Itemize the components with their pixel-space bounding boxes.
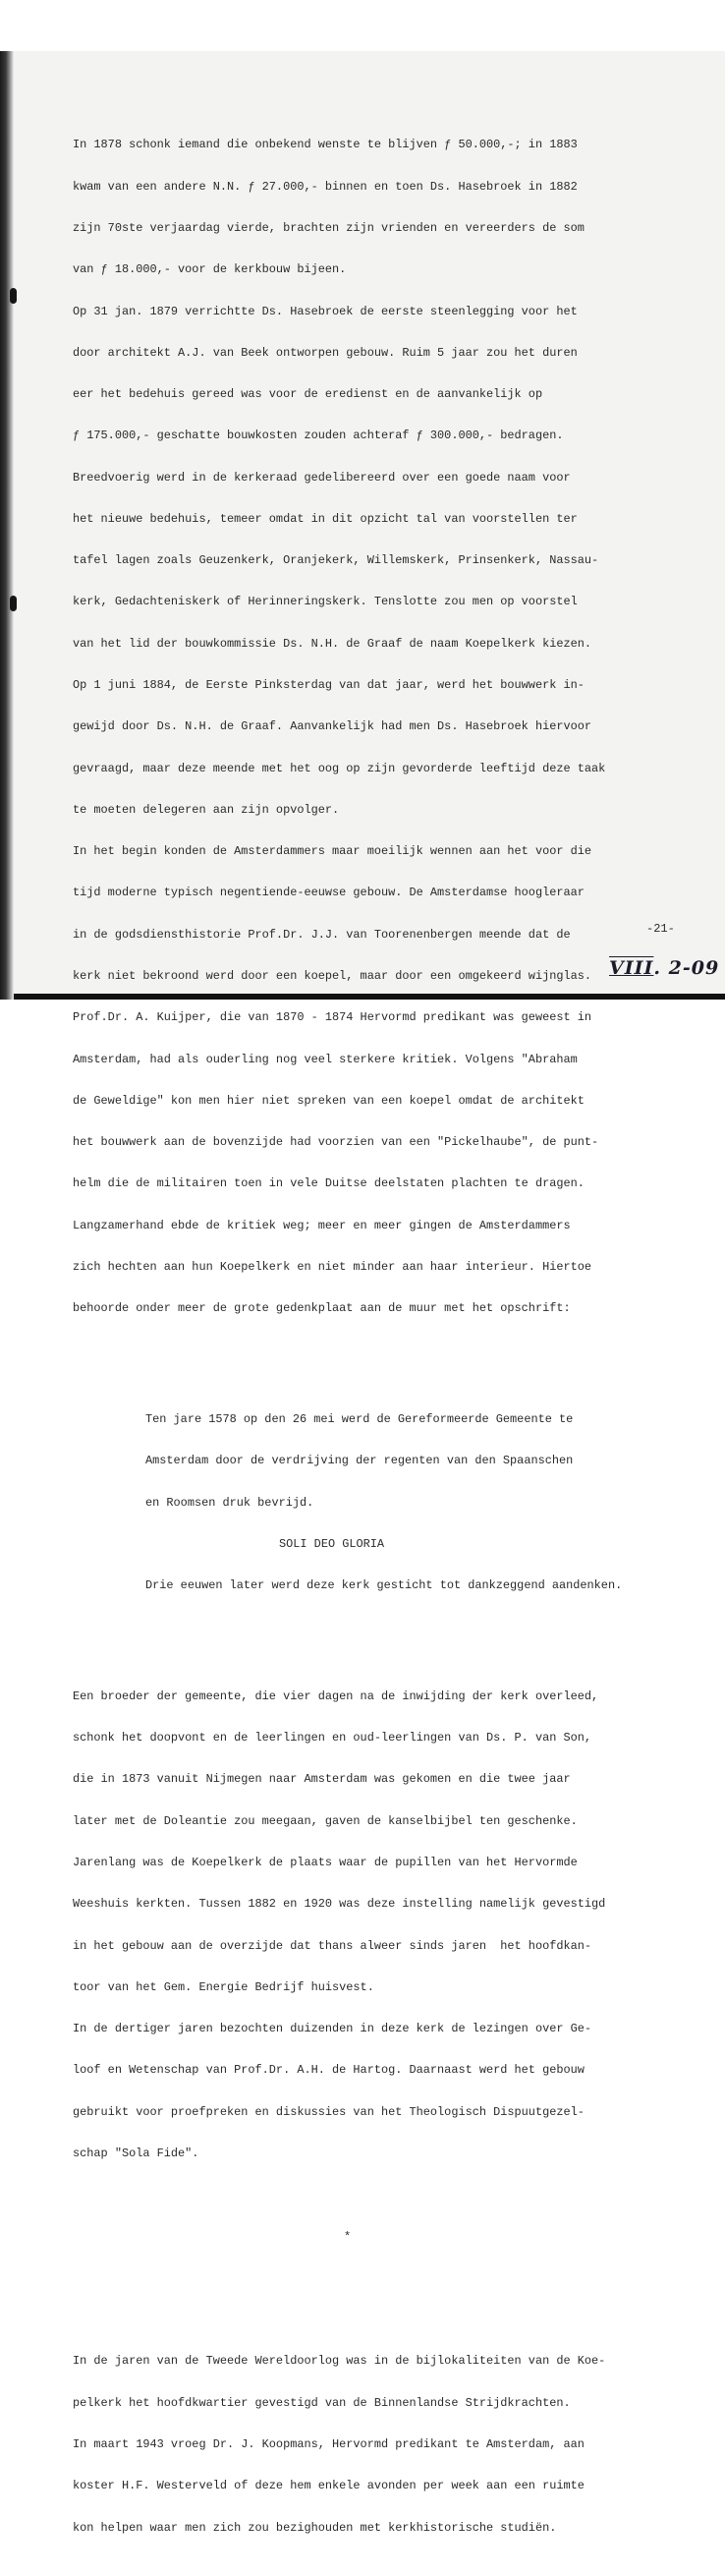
- text-line: gebruikt voor proefpreken en diskussies van het Theologisch Dispuutgezel-: [73, 2104, 585, 2119]
- text-line: In 1878 schonk iemand die onbekend wenste te blijven ƒ 50.000,-; in 1883: [73, 138, 578, 152]
- text-line: pelkerk het hoofdkwartier gevestigd van de Binnenlandse Strijdkrachten.: [73, 2395, 571, 2410]
- text-line: tafel lagen zoals Geuzenkerk, Oranjekerk, Willemskerk, Prinsenkerk, Nassau-: [73, 553, 599, 568]
- quote-line: Ten jare 1578 op den 26 mei werd de Gereformeerde Gemeente te: [145, 1412, 574, 1426]
- document-text: [73, 83, 701, 2576]
- punch-hole: [10, 288, 17, 304]
- text-line: van ƒ 18.000,- voor de kerkbouw bijeen.: [73, 262, 347, 277]
- text-line: later met de Doleantie zou meegaan, gaven de kanselbijbel ten geschenke.: [73, 1813, 578, 1828]
- text-line: behoorde onder meer de grote gedenkplaat aan de muur met het opschrift:: [73, 1301, 571, 1316]
- text-line: zich hechten aan hun Koepelkerk en niet minder aan haar interieur. Hiertoe: [73, 1259, 592, 1274]
- text-line: kerk niet bekroond werd door een koepel, maar door een omgekeerd wijnglas.: [73, 969, 592, 983]
- section-separator: *: [344, 2229, 352, 2244]
- text-line: ƒ 175.000,- geschatte bouwkosten zouden achteraf ƒ 300.000,- bedragen.: [73, 429, 564, 443]
- text-line: Langzamerhand ebde de kritiek weg; meer en meer gingen de Amsterdammers: [73, 1218, 571, 1232]
- text-line: Amsterdam, had als ouderling nog veel sterkere kritiek. Volgens "Abraham: [73, 1052, 578, 1066]
- text-line: in het gebouw aan de overzijde dat thans alweer sinds jaren het hoofdkan-: [73, 1938, 592, 1953]
- text-line: toor van het Gem. Energie Bedrijf huisvest.: [73, 1979, 374, 1994]
- text-line: schap "Sola Fide".: [73, 2146, 199, 2160]
- text-line: die in 1873 vanuit Nijmegen naar Amsterdam was gekomen en die twee jaar: [73, 1772, 571, 1787]
- text-line: tijd moderne typisch negentiende-eeuwse gebouw. De Amsterdamse hoogleraar: [73, 886, 585, 900]
- paragraph-block-3: [73, 2326, 701, 2562]
- text-line: de Geweldige" kon men hier niet spreken van een koepel omdat de architekt: [73, 1093, 585, 1108]
- punch-hole: [10, 596, 17, 611]
- paragraph-block-2: [73, 1662, 701, 2189]
- text-line: koster H.F. Westerveld of deze hem enkele avonden per week aan een ruimte: [73, 2479, 585, 2493]
- text-line: kwam van een andere N.N. ƒ 27.000,- binnen en toen Ds. Hasebroek in 1882: [73, 179, 578, 194]
- quote-motto: SOLI DEO GLORIA: [279, 1536, 385, 1551]
- text-line: kerk, Gedachteniskerk of Herinneringskerk. Tenslotte zou men op voorstel: [73, 595, 578, 609]
- text-line: het bouwwerk aan de bovenzijde had voorzien van een "Pickelhaube", de punt-: [73, 1135, 599, 1150]
- text-line: Op 1 juni 1884, de Eerste Pinksterdag van dat jaar, werd het bouwwerk in-: [73, 678, 585, 693]
- inscription-quote: [73, 1385, 701, 1621]
- text-line: kon helpen waar men zich zou bezighouden met kerkhistorische studiën.: [73, 2520, 557, 2535]
- text-line: Prof.Dr. A. Kuijper, die van 1870 - 1874 Hervormd predikant was geweest in: [73, 1010, 592, 1025]
- text-line: gewijd door Ds. N.H. de Graaf. Aanvankelijk had men Ds. Hasebroek hiervoor: [73, 719, 592, 734]
- text-line: Op 31 jan. 1879 verrichtte Ds. Hasebroek de eerste steenlegging voor het: [73, 304, 578, 318]
- text-line: te moeten delegeren aan zijn opvolger.: [73, 802, 340, 817]
- text-line: In de jaren van de Tweede Wereldoorlog was in de bijlokaliteiten van de Koe-: [73, 2354, 606, 2369]
- text-line: Weeshuis kerkten. Tussen 1882 en 1920 was deze instelling namelijk gevestigd: [73, 1897, 606, 1912]
- text-line: schonk het doopvont en de leerlingen en oud-leerlingen van Ds. P. van Son,: [73, 1731, 592, 1746]
- text-line: zijn 70ste verjaardag vierde, brachten zijn vrienden en vereerders de som: [73, 220, 585, 235]
- quote-line: en Roomsen druk bevrijd.: [145, 1495, 314, 1510]
- text-line: eer het bedehuis gereed was voor de eredienst en de aanvankelijk op: [73, 387, 543, 402]
- text-line: van het lid der bouwkommissie Ds. N.H. de Graaf de naam Koepelkerk kiezen.: [73, 636, 592, 651]
- text-line: Breedvoerig werd in de kerkeraad gedelibereerd over een goede naam voor: [73, 470, 571, 485]
- text-line: In het begin konden de Amsterdammers maar moeilijk wennen aan het voor die: [73, 844, 592, 859]
- text-line: door architekt A.J. van Beek ontworpen gebouw. Ruim 5 jaar zou het duren: [73, 345, 578, 360]
- text-line: In de dertiger jaren bezochten duizenden in deze kerk de lezingen over Ge-: [73, 2022, 592, 2036]
- blank-line: [73, 2271, 701, 2285]
- archive-mark-number: . 2-09: [653, 957, 720, 979]
- text-line: het nieuwe bedehuis, temeer omdat in dit opzicht tal van voorstellen ter: [73, 511, 578, 526]
- paragraph-block-1: [73, 110, 701, 1343]
- handwritten-archive-mark: [609, 957, 719, 979]
- text-line: in de godsdiensthistorie Prof.Dr. J.J. van Toorenenbergen meende dat de: [73, 927, 571, 942]
- text-line: Een broeder der gemeente, die vier dagen na de inwijding der kerk overleed,: [73, 1689, 599, 1703]
- page-number: -21-: [646, 922, 675, 936]
- text-line: Jarenlang was de Koepelkerk de plaats waar de pupillen van het Hervormde: [73, 1856, 578, 1869]
- text-line: helm die de militairen toen in vele Duitse deelstaten plachten te dragen.: [73, 1176, 585, 1191]
- page-binding-edge: [0, 51, 14, 1000]
- text-line: loof en Wetenschap van Prof.Dr. A.H. de Hartog. Daarnaast werd het gebouw: [73, 2063, 585, 2078]
- quote-line: Amsterdam door de verdrijving der regenten van den Spaanschen: [145, 1454, 574, 1468]
- text-line: gevraagd, maar deze meende met het oog op zijn gevorderde leeftijd deze taak: [73, 761, 606, 775]
- text-line: In maart 1943 vroeg Dr. J. Koopmans, Hervormd predikant te Amsterdam, aan: [73, 2436, 585, 2451]
- archive-mark-roman: VIII: [609, 957, 654, 979]
- quote-closing: Drie eeuwen later werd deze kerk gesticht tot dankzeggend aandenken.: [145, 1578, 623, 1593]
